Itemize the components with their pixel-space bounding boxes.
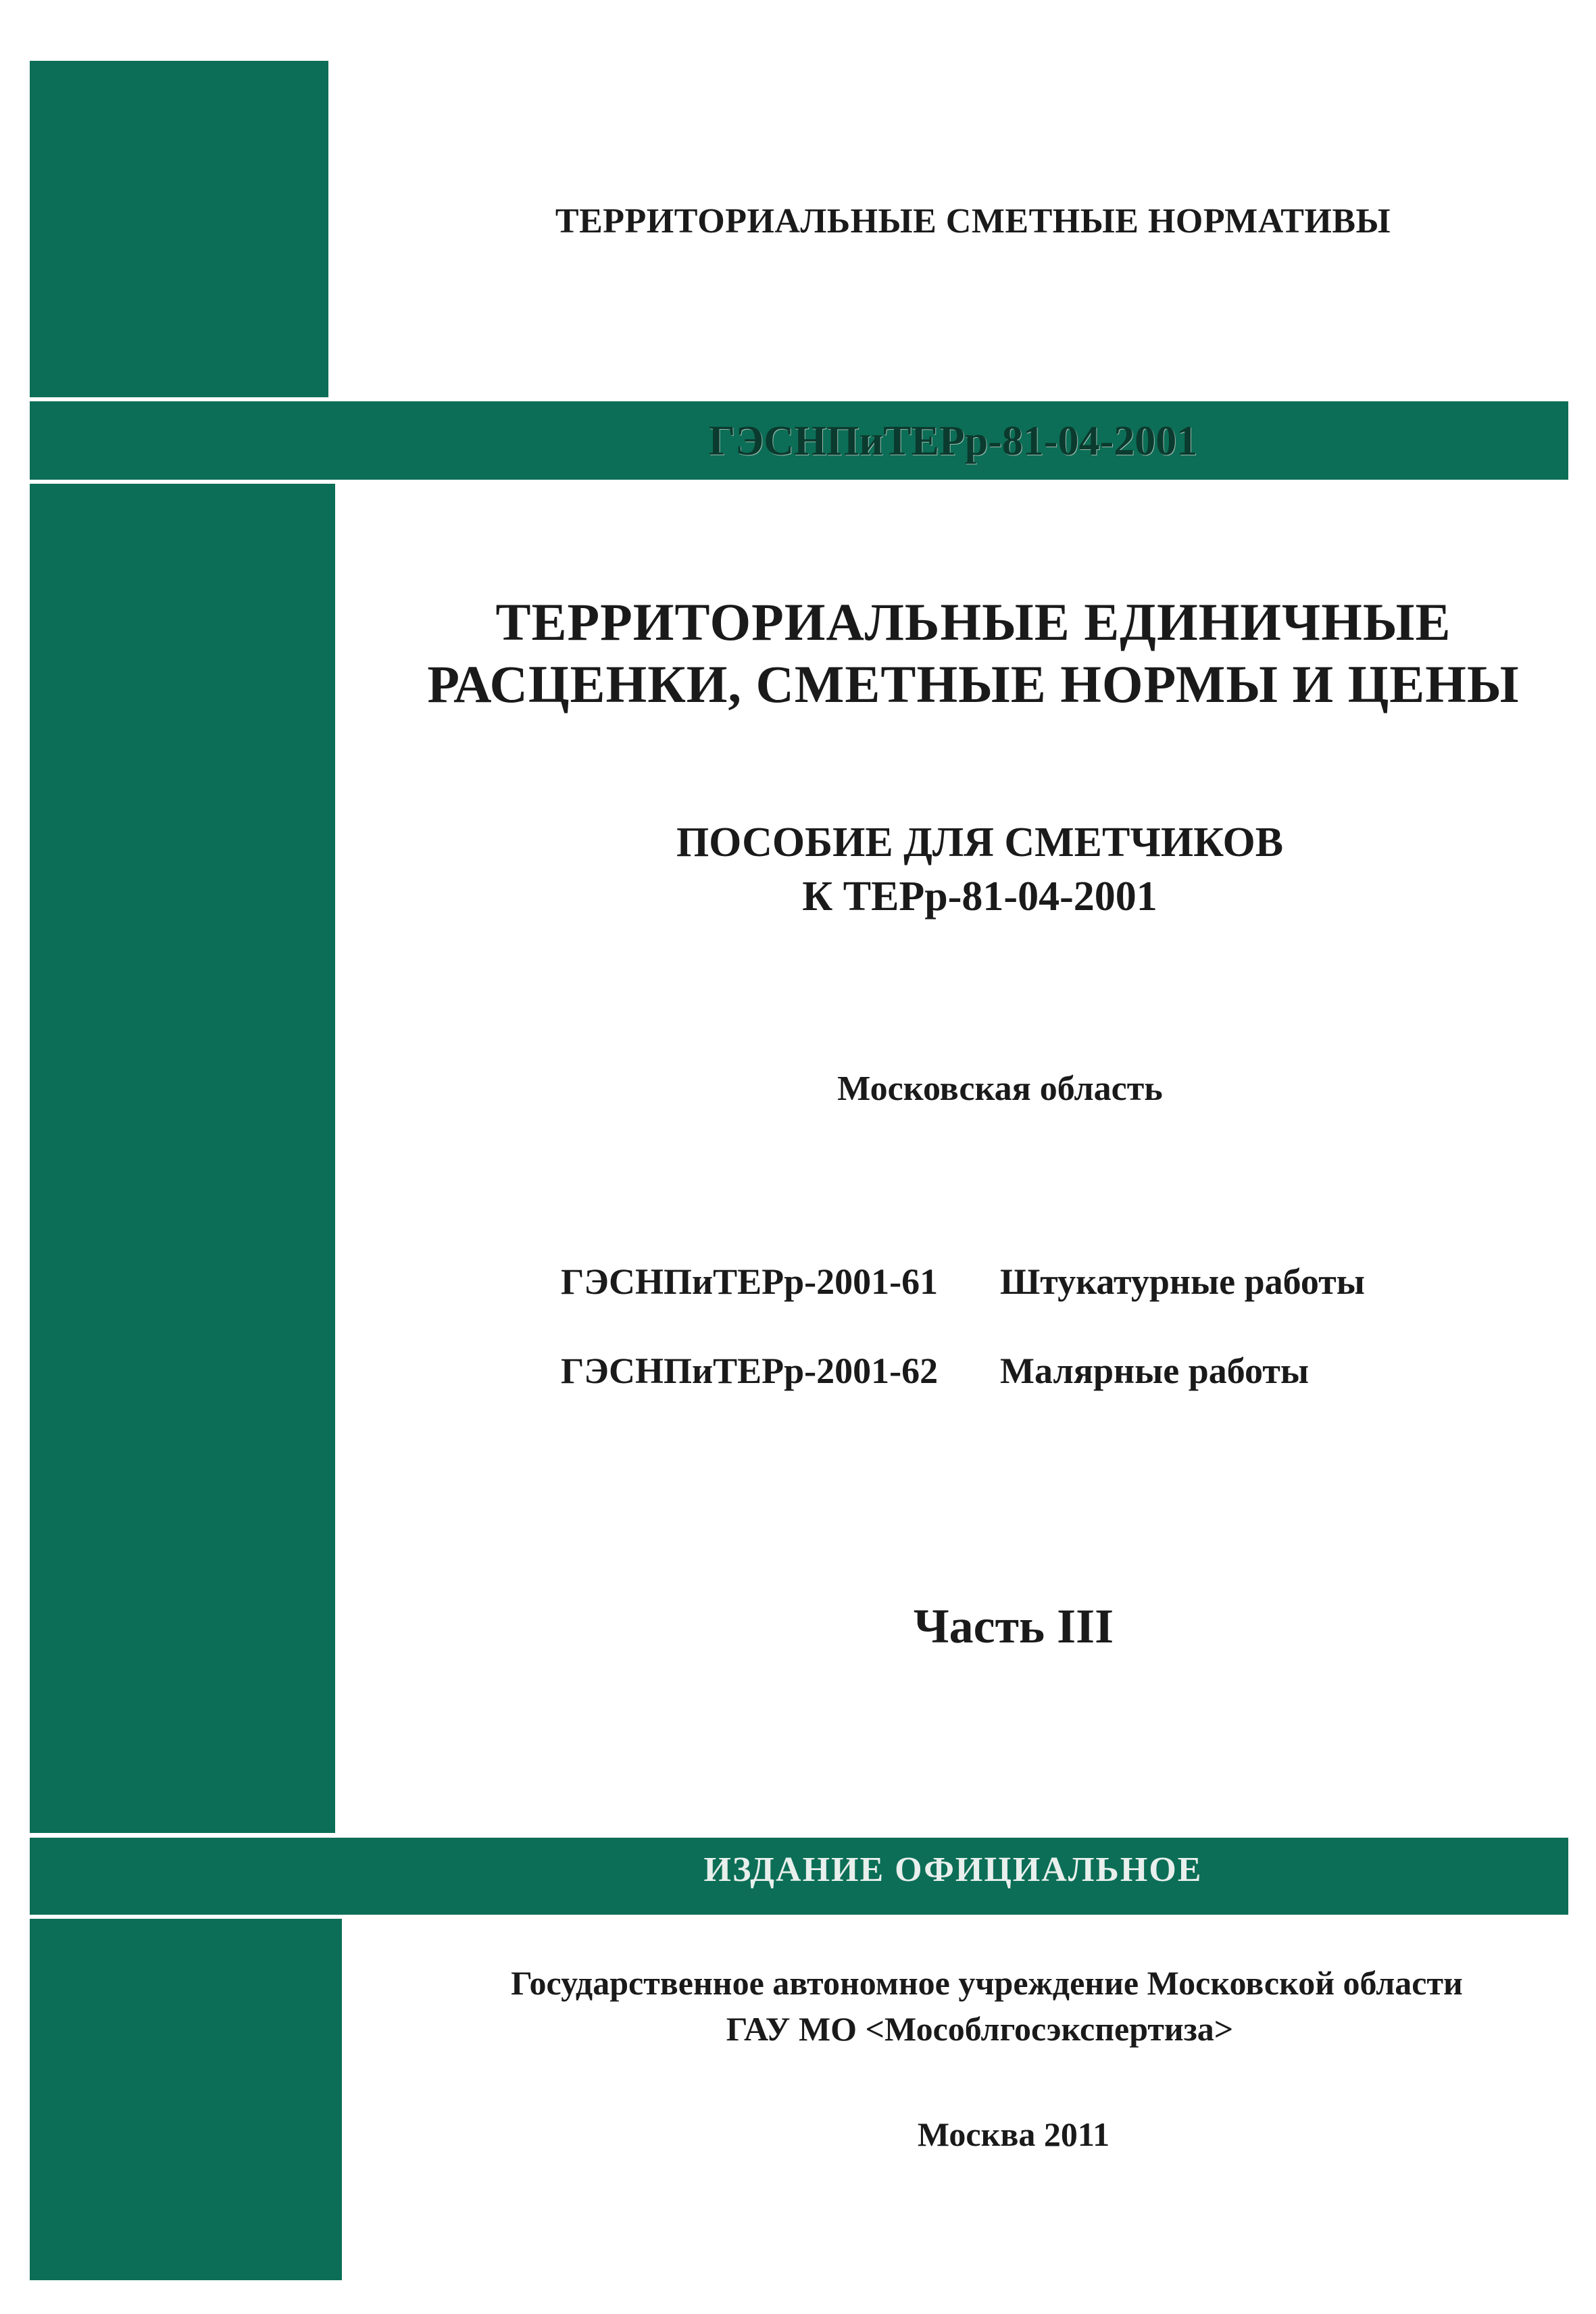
section-code: ГЭСНПиТЕРр-2001-61	[561, 1261, 939, 1302]
city-year: Москва 2011	[917, 2115, 1110, 2153]
green-strip-top	[30, 61, 328, 397]
section-code: ГЭСНПиТЕРр-2001-62	[561, 1351, 939, 1391]
section-item	[561, 1261, 1365, 1303]
region: Московская область	[837, 1070, 1163, 1108]
subtitle-line2: К ТЕРр-81-04-2001	[802, 874, 1157, 920]
green-strip-bottom	[30, 1919, 342, 2280]
green-strip-middle	[30, 484, 335, 1833]
section-name: Штукатурные работы	[1000, 1261, 1365, 1302]
main-title-line2: РАСЦЕНКИ, СМЕТНЫЕ НОРМЫ И ЦЕНЫ	[427, 655, 1520, 713]
subtitle-line1: ПОСОБИЕ ДЛЯ СМЕТЧИКОВ	[676, 820, 1284, 865]
section-name: Малярные работы	[1000, 1351, 1310, 1391]
official-edition-label: ИЗДАНИЕ ОФИЦИАЛЬНОЕ	[703, 1851, 1203, 1889]
publisher-line1: Государственное автономное учреждение Московской области	[511, 1964, 1463, 2002]
series-code: ГЭСНПиТЕРр-81-04-2001	[708, 418, 1198, 464]
series-label: ТЕРРИТОРИАЛЬНЫЕ СМЕТНЫЕ НОРМАТИВЫ	[555, 202, 1391, 241]
part-label: Часть III	[913, 1599, 1114, 1653]
publisher-line2: ГАУ МО <Мособлгосэкспертиза>	[726, 2010, 1234, 2048]
section-item	[561, 1350, 1309, 1392]
main-title-line1: ТЕРРИТОРИАЛЬНЫЕ ЕДИНИЧНЫЕ	[495, 593, 1451, 651]
